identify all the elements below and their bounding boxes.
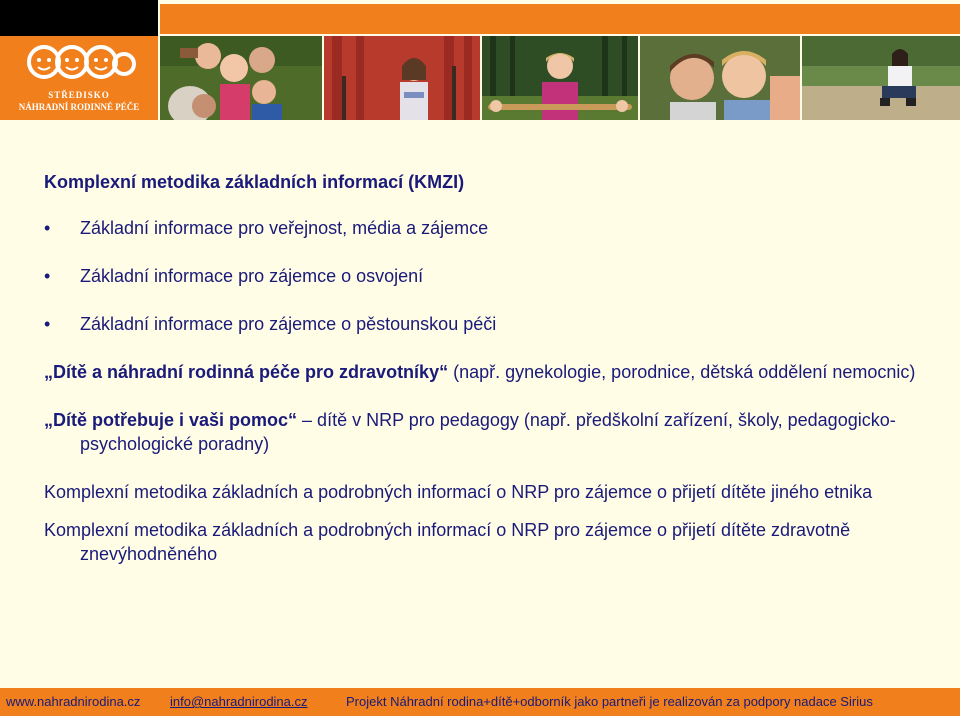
top-bar [0,0,960,36]
bullet-marker: • [44,314,51,334]
section-title: Komplexní metodika základních informací (KMZI) [44,172,465,192]
footer-email-link[interactable]: info@nahradnirodina.cz [170,694,308,709]
photo-group-of-children [160,36,322,120]
photo-two-boys-smiling [640,36,800,120]
svg-text:STŘEDISKO: STŘEDISKO [48,90,110,100]
header-banner [0,36,960,120]
photo-boy-in-forest [482,36,638,120]
bullet-marker: • [44,218,51,238]
list-item-text: Základní informace pro veřejnost, média a zájemce [80,218,489,238]
bullet-marker: • [44,266,51,286]
paragraph-bold-title: „Dítě potřebuje i vaši pomoc“ [44,410,298,430]
photo-girl-with-red-curtain [324,36,480,120]
footer-website[interactable]: www.nahradnirodina.cz [6,694,141,709]
list-item-text: Základní informace pro zájemce o osvojení [80,266,424,286]
list-item [44,216,924,240]
paragraph-text: – dítě v NRP pro pedagogy (např. předškolní zařízení, školy, pedagogicko-psychologické poradny) [80,410,896,454]
paragraph-other-ethnicity: Komplexní metodika základních a podrobných informací o NRP pro zájemce o přijetí dítěte jiného etnika [44,482,873,502]
photo-girl-crouching-on-path [802,36,960,120]
list-item [44,264,924,288]
top-bar-black-block [0,0,158,36]
organization-logo [0,36,158,120]
top-bar-orange-strip [160,4,960,34]
paragraph-text: (např. gynekologie, porodnice, dětská oddělení nemocnic) [448,362,916,382]
svg-text:NÁHRADNÍ RODINNÉ PÉČE: NÁHRADNÍ RODINNÉ PÉČE [18,102,140,112]
footer-project-text: Projekt Náhradní rodina+dítě+odborník jako partneři je realizován za podpory nadace Sirius [346,694,873,709]
footer-bar [0,688,960,716]
list-item [44,312,924,336]
paragraph-bold-title: „Dítě a náhradní rodinná péče pro zdravotníky“ [44,362,449,382]
paragraph-healthcare [44,360,924,384]
list-item-text: Základní informace pro zájemce o pěstounskou péči [80,314,497,334]
paragraph-educators [44,408,924,456]
main-content [44,170,924,590]
paragraph-disabled-child: Komplexní metodika základních a podrobných informací o NRP pro zájemce o přijetí dítěte zdravotně znevýhodněného [44,520,851,564]
